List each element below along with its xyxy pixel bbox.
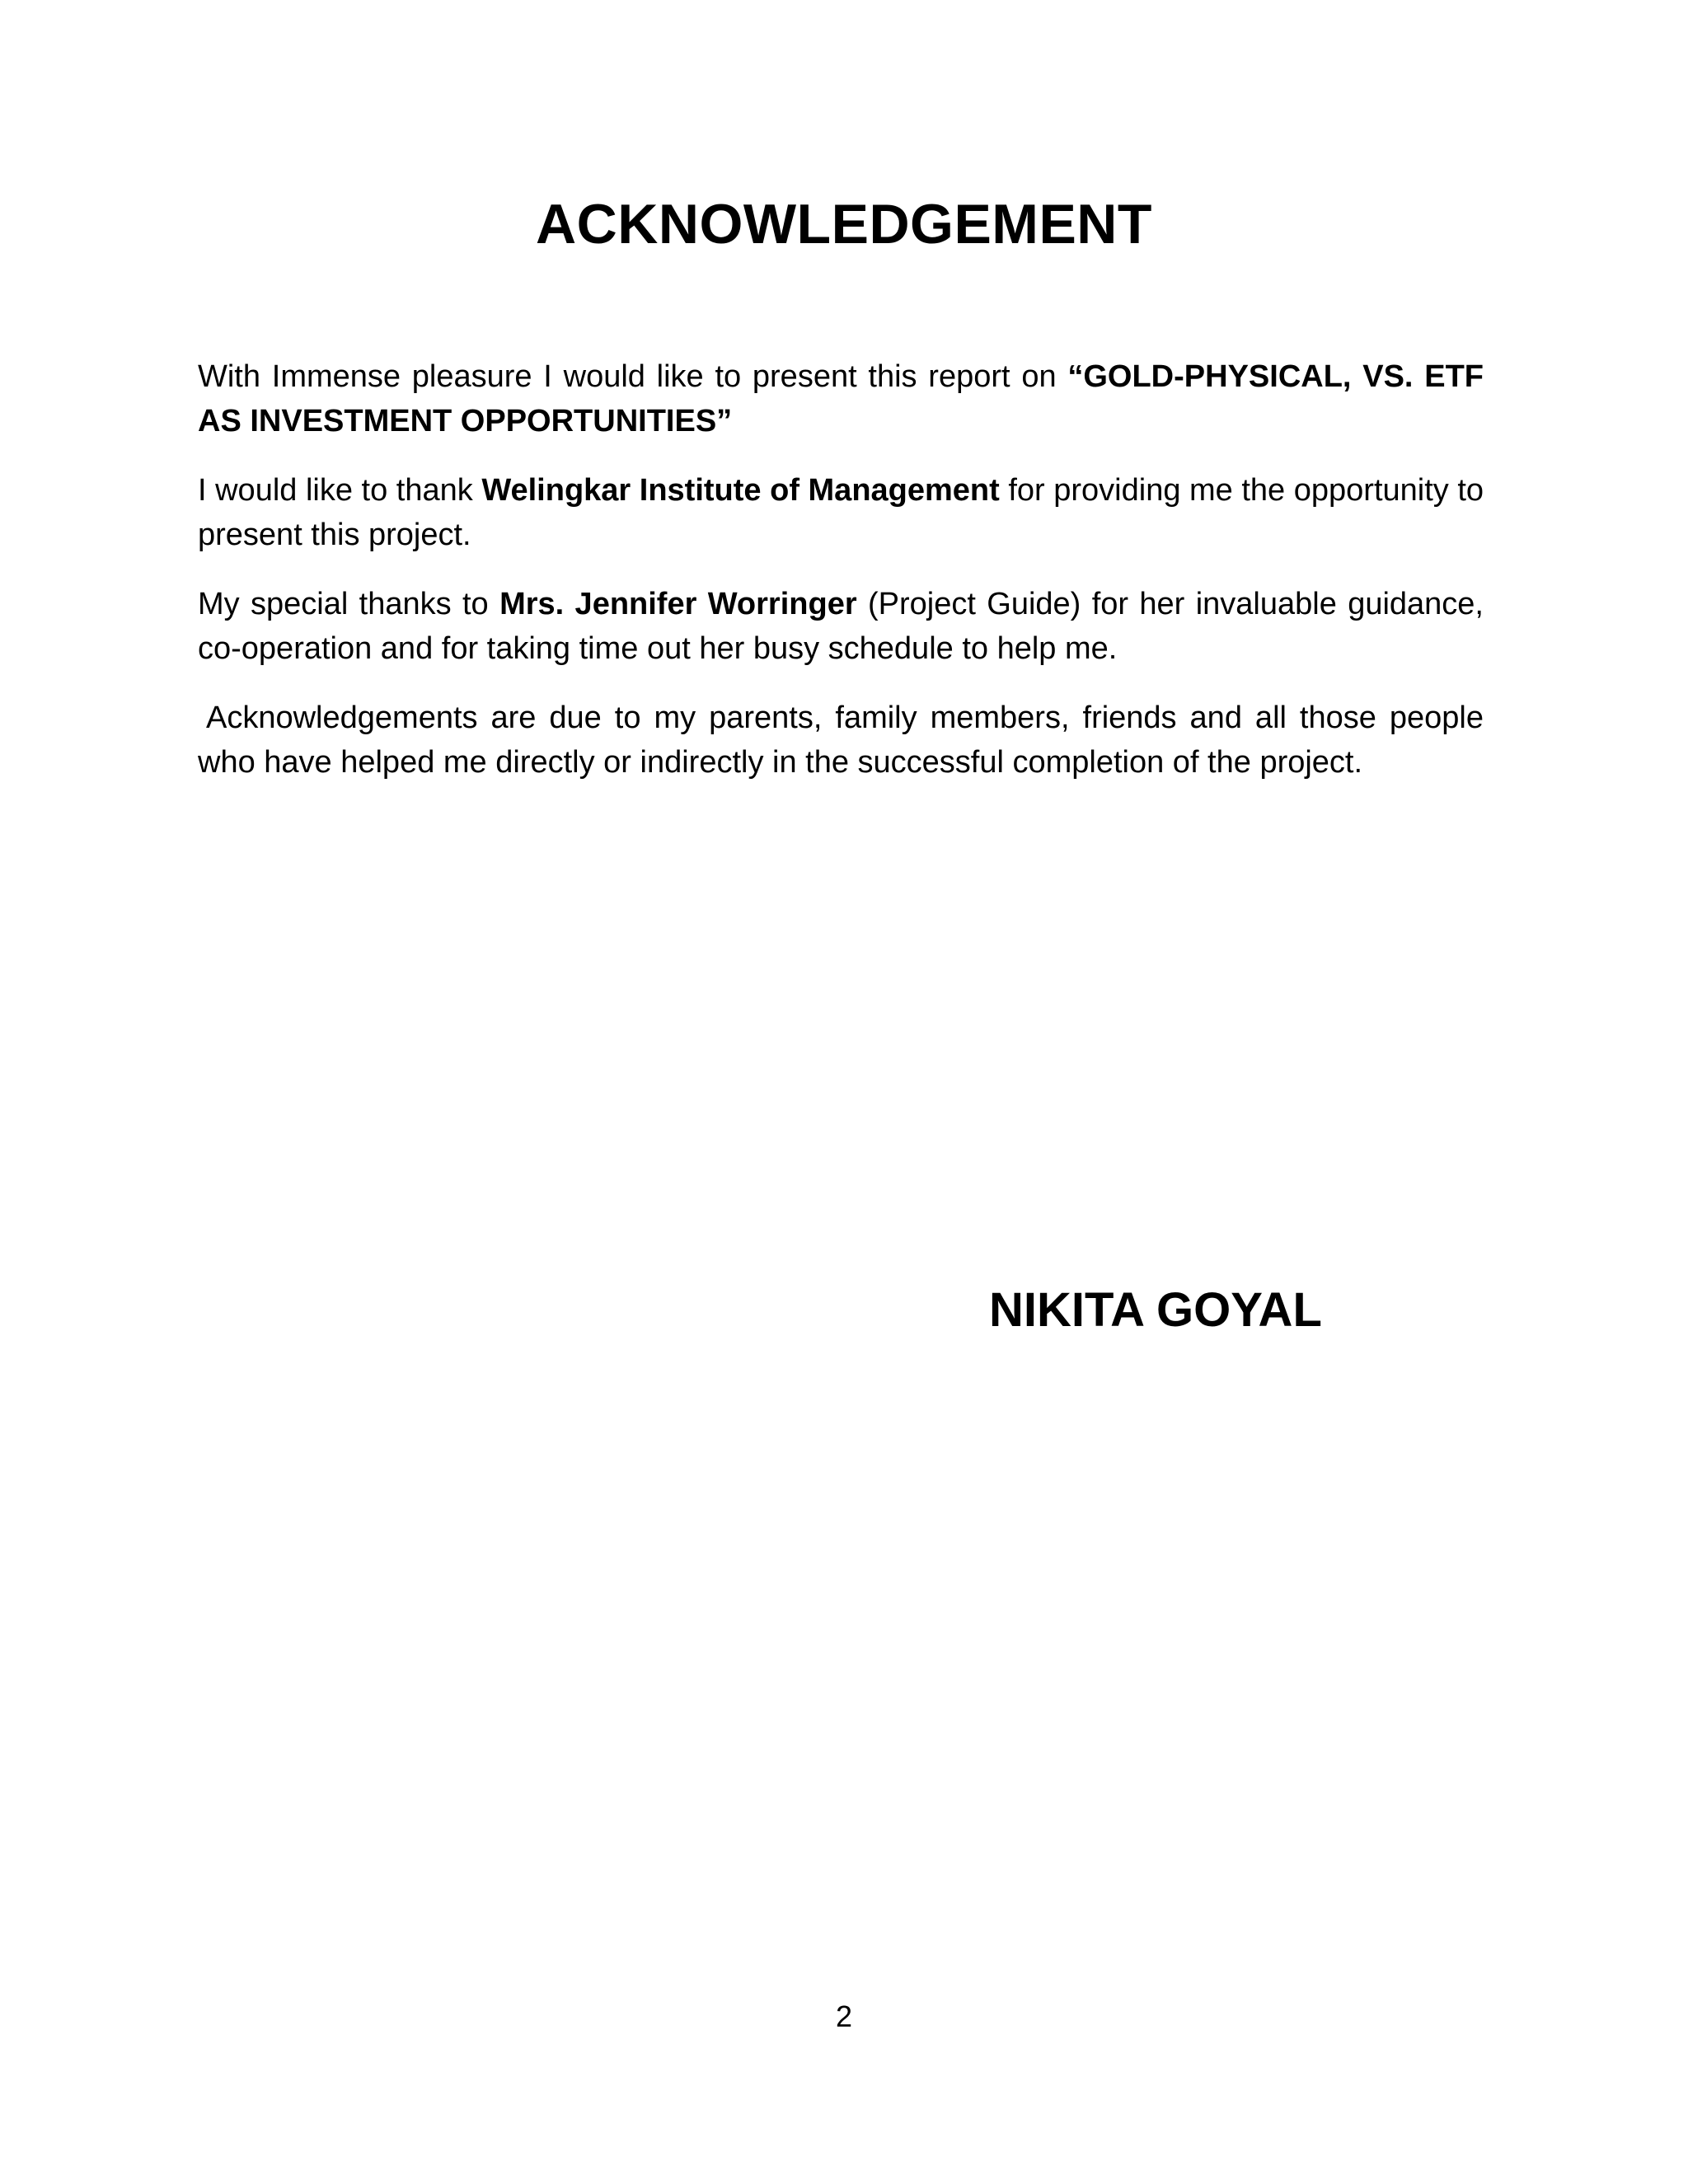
page-title: ACKNOWLEDGEMENT (536, 193, 1152, 255)
paragraph-text: I would like to thank (198, 473, 482, 508)
paragraph-text: My special thanks to (198, 587, 500, 621)
paragraph-text: (Project Guide) for her invaluable guidance, co-operation and for taking time out her busy schedule to help me. (198, 587, 1484, 666)
institute-name: Welingkar Institute of Management (481, 473, 1000, 508)
report-title: “GOLD-PHYSICAL, VS. ETF AS INVESTMENT OPPORTUNITIES” (198, 359, 1484, 438)
paragraph-text: With Immense pleasure I would like to present this report on (198, 359, 1068, 394)
paragraph-text: for providing me the opportunity to present this project. (198, 473, 1484, 552)
guide-name: Mrs. Jennifer Worringer (499, 587, 857, 621)
paragraph-guide (198, 582, 1484, 671)
author-signature: NIKITA GOYAL (989, 1283, 1322, 1337)
paragraph-institute (198, 468, 1484, 557)
paragraph-text: Acknowledgements are due to my parents, family members, friends and all those people who have helped me directly or indirectly in the successful completion of the project. (198, 701, 1484, 780)
paragraph-report-title (198, 354, 1484, 443)
page-number: 2 (835, 1999, 853, 2033)
paragraph-family (198, 696, 1484, 785)
acknowledgement-body (198, 354, 1484, 809)
